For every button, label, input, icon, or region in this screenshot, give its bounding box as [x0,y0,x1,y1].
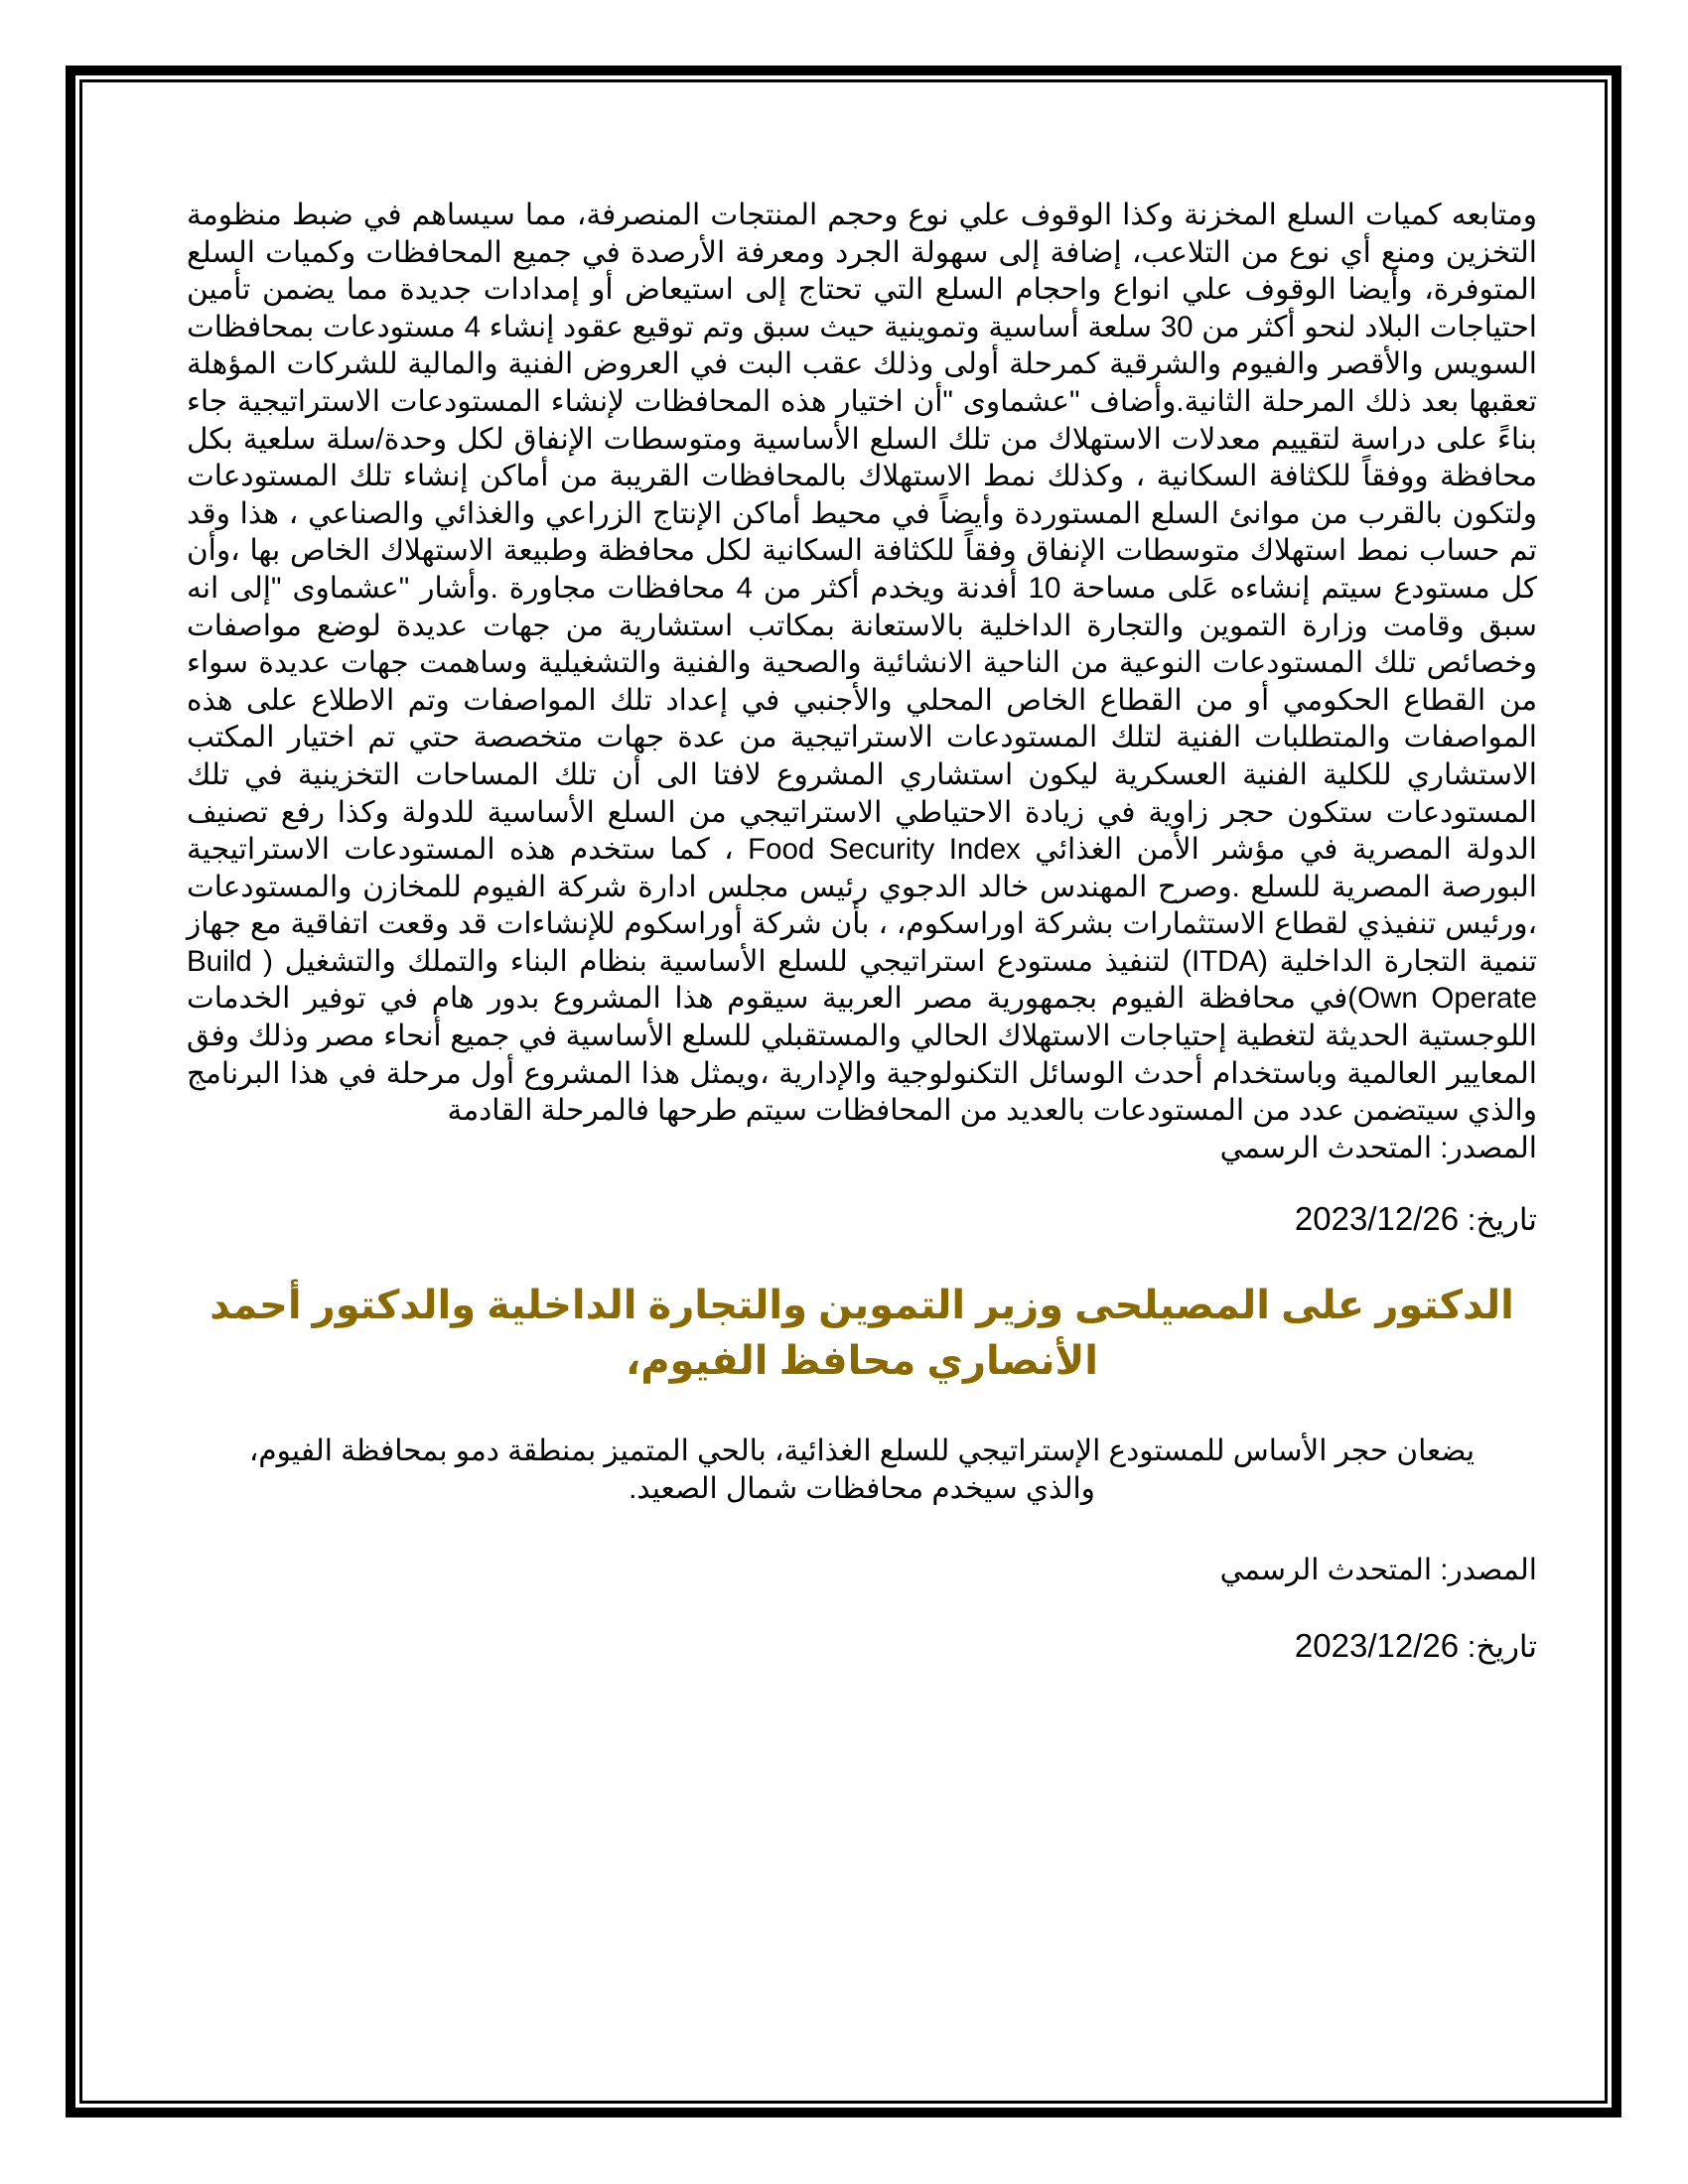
date-value: 2023/12/26 [1294,1627,1460,1665]
news-headline: الدكتور على المصيلحى وزير التموين والتجارة الداخلية والدكتور أحمد الأنصاري محافظ الفيوم، [210,1284,1514,1384]
news-date [187,1627,1537,1665]
page-content [187,197,1537,1665]
date-label: تاريخ: [1467,1629,1537,1665]
article-continuation [187,197,1537,1238]
news-source: المصدر: المتحدث الرسمي [1219,1554,1537,1587]
date-label: تاريخ: [1467,1202,1537,1238]
article-source: المصدر: المتحدث الرسمي [1219,1131,1537,1164]
article-date [187,1200,1537,1238]
news-item [187,1278,1537,1665]
article-body-paragraph: ومتابعه كميات السلع المخزنة وكذا الوقوف علي نوع وحجم المنتجات المنصرفة، مما سيساهم في ضبط منظومة التخزين ومنع أي نوع من التلاعب، إضافة إلى سهولة الجرد ومعرفة الأرصدة في جميع المحافظات وكميات السلع المتوفرة، وأيضا الوقوف علي انواع واحجام السلع التي تحتاج إلى استيعاض أو إمدادات جديدة مما يضمن تأمين احتياجات البلاد لنحو أكثر من 30 سلعة أساسية وتموينية حيث سبق وتم توقيع عقود إنشاء 4 مستودعات بمحافظات السويس والأقصر والفيوم والشرقية كمرحلة أولى وذلك عقب البت في العروض الفنية والمالية للشركات المؤهلة تعقبها بعد ذلك المرحلة الثانية.وأضاف "عشماوى "أن اختيار هذه المحافظات لإنشاء المستودعات الاستراتيجية جاء بناءً على دراسة لتقييم معدلات الاستهلاك من تلك السلع الأساسية ومتوسطات الإنفاق لكل وحدة/سلة سلعية بكل محافظة ووفقاً للكثافة السكانية ، وكذلك نمط الاستهلاك بالمحافظات القريبة من أماكن إنشاء تلك المستودعات ولتكون بالقرب من موانئ السلع المستوردة وأيضاً في محيط أماكن الإنتاج الزراعي والغذائي والصناعي ، هذا وقد تم حساب نمط استهلاك متوسطات الإنفاق وفقاً للكثافة السكانية لكل محافظة وطبيعة الاستهلاك الخاص بها ،وأن كل مستودع سيتم إنشاءه عَلى مساحة 10 أفدنة ويخدم أكثر من 4 محافظات مجاورة .وأشار "عشماوى "إلى انه سبق وقامت وزارة التموين والتجارة الداخلية بالاستعانة بمكاتب استشارية من جهات عديدة لوضع مواصفات وخصائص تلك المستودعات النوعية من الناحية الانشائية والصحية والفنية والتشغيلية وساهمت جهات عديدة سواء من القطاع الحكومي أو من القطاع الخاص المحلي والأجنبي في إعداد تلك المواصفات وتم الاطلاع على هذه المواصفات والمتطلبات الفنية لتلك المستودعات الاستراتيجية من عدة جهات متخصصة حتي تم اختيار المكتب الاستشاري للكلية الفنية العسكرية ليكون استشاري المشروع لافتا الى أن تلك المساحات التخزينية في تلك المستودعات ستكون حجر زاوية في زيادة الاحتياطي الاستراتيجي من السلع الأساسية للدولة وكذا رفع تصنيف الدولة المصرية في مؤشر الأمن الغذائي Food Security Index ، كما ستخدم هذه المستودعات الاستراتيجية البورصة المصرية للسلع .وصرح المهندس خالد الدجوي رئيس مجلس ادارة شركة الفيوم للمخازن والمستودعات ،ورئيس تنفيذي لقطاع الاستثمارات بشركة اوراسكوم، ، بأن شركة أوراسكوم للإنشاءات قد وقعت اتفاقية مع جهاز تنمية التجارة الداخلية (ITDA) لتنفيذ مستودع استراتيجي للسلع الأساسية بنظام البناء والتملك والتشغيل ( Build Own Operate)في محافظة الفيوم بجمهورية مصر العربية سيقوم هذا المشروع بدور هام في توفير الخدمات اللوجستية الحديثة لتغطية إحتياجات الاستهلاك الحالي والمستقبلي للسلع الأساسية في جميع أنحاء مصر وذلك وفق المعايير العالمية وباستخدام أحدث الوسائل التكنولوجية والإدارية ،ويمثل هذا المشروع أول مرحلة في هذا البرنامج والذي سيتضمن عدد من المستودعات بالعديد من المحافظات سيتم طرحها فالمرحلة القادمة [187,199,1538,1128]
news-lead: يضعان حجر الأساس للمستودع الإستراتيجي للسلع الغذائية، بالحي المتميز بمنطقة دمو بمحافظة الفيوم، والذي سيخدم محافظات شمال الصعيد. [248,1434,1476,1506]
date-value: 2023/12/26 [1294,1200,1460,1238]
